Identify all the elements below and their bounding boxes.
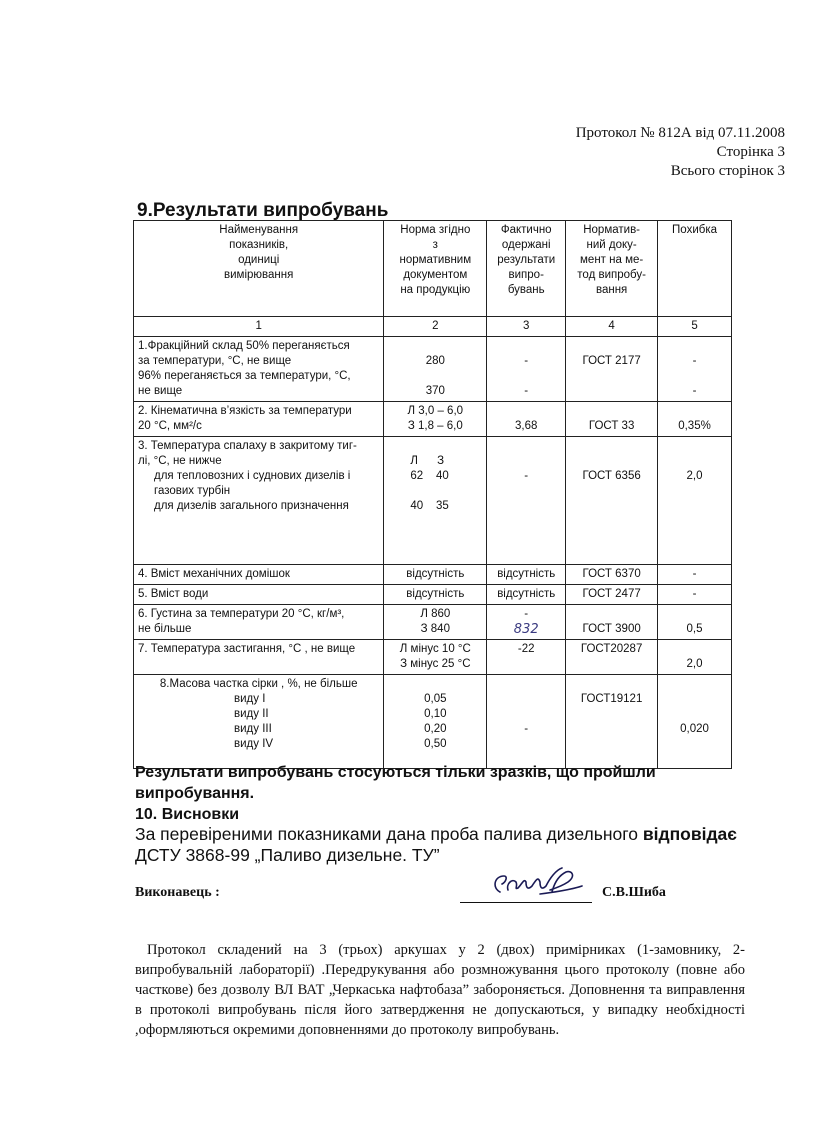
row-norm: відсутність (384, 565, 487, 585)
row-method: ГОСТ20287 (566, 640, 658, 675)
norm-value: Л мінус 10 °С (399, 643, 471, 655)
row-norm: відсутність (384, 585, 487, 605)
protocol-header (576, 124, 785, 181)
row-method: ГОСТ 33 (566, 402, 658, 437)
executor-name: С.В.Шиба (602, 885, 666, 900)
column-number-row (134, 317, 732, 337)
header-text: результати (497, 254, 556, 266)
conclusions-text-start: За перевіреними показниками дана проба палива дизельного (135, 824, 638, 844)
table-row (134, 437, 732, 565)
row-name-line: газових турбін (154, 485, 231, 497)
table-row (134, 337, 732, 402)
page-number: Сторінка 3 (716, 144, 785, 160)
norm-value: 280 (425, 355, 445, 367)
row-name (134, 605, 384, 640)
norm-value: 0,05 (424, 693, 447, 705)
conclusions-text (135, 824, 745, 866)
error-value: 0,020 (680, 723, 709, 735)
row-fact: відсутність (487, 565, 566, 585)
row-method (566, 675, 658, 769)
header-text: вимірювання (224, 269, 294, 281)
row-name-line: виду ІІІ (234, 723, 272, 735)
row-fact (487, 675, 566, 769)
header-text: Норма згідно (400, 224, 471, 236)
error-value: 2,0 (686, 470, 703, 482)
row-norm (384, 437, 487, 565)
norm-value: З 1,8 – 6,0 (407, 420, 463, 432)
row-name-line: 1.Фракційний склад 50% переганяється (138, 340, 350, 352)
row-fact (487, 605, 566, 640)
executor-label: Виконавець : (135, 885, 220, 900)
row-method (566, 437, 658, 565)
row-error: 0,35% (658, 402, 732, 437)
column-number: 3 (487, 317, 566, 337)
row-name-line: 20 °С, мм²/с (138, 420, 202, 432)
header-text: Норматив- (583, 224, 641, 236)
header-text: документом (403, 269, 468, 281)
row-norm (384, 605, 487, 640)
norm-head: Л З (410, 455, 445, 467)
fact-value: - (524, 608, 529, 620)
row-error (658, 437, 732, 565)
row-name-line: 8.Масова частка сірки , %, не більше (159, 678, 358, 690)
row-error: 2,0 (658, 640, 732, 675)
header-text: Найменування (219, 224, 299, 236)
row-name (134, 675, 384, 769)
row-name-line: за температури, °С, не вище (138, 355, 292, 367)
conclusions-standard: ДСТУ 3868-99 „Паливо дизельне. ТУ” (135, 845, 440, 865)
header-text: тод випробу- (577, 269, 646, 281)
row-method: ГОСТ 6370 (566, 565, 658, 585)
header-cell-method (566, 221, 658, 317)
row-name-line: лі, °С, не нижче (138, 455, 222, 467)
section-title: 9.Результати випробувань (137, 200, 389, 221)
method-value: ГОСТ 6356 (582, 470, 641, 482)
row-name-line: виду ІV (234, 738, 274, 750)
row-name-line: для тепловозних і суднових дизелів і (154, 470, 351, 482)
method-value: ГОСТ19121 (580, 693, 643, 705)
row-error (658, 337, 732, 402)
handwritten-density: 832 (513, 622, 539, 637)
results-note: Результати випробувань стосуються тільки зразків, що пройшли випробування. (135, 764, 656, 802)
conclusions-verdict: відповідає (642, 824, 737, 844)
row-name-line: виду ІІ (234, 708, 269, 720)
table-row (134, 640, 732, 675)
row-fact: відсутність (487, 585, 566, 605)
row-fact: -22 (487, 640, 566, 675)
header-cell-fact (487, 221, 566, 317)
table-header-row (134, 221, 732, 317)
row-name-line: 96% переганяється за температури, °С, (138, 370, 351, 382)
signature-icon (486, 862, 586, 906)
header-text: на продукцію (400, 284, 471, 296)
row-name: 4. Вміст механічних домішок (134, 565, 384, 585)
header-text: бувань (507, 284, 545, 296)
row-norm (384, 402, 487, 437)
table-row (134, 565, 732, 585)
row-method: ГОСТ 3900 (566, 605, 658, 640)
row-error: - (658, 565, 732, 585)
norm-value: 40 35 (410, 500, 449, 512)
row-norm (384, 337, 487, 402)
table-row (134, 585, 732, 605)
row-name (134, 337, 384, 402)
row-error: - (658, 585, 732, 605)
norm-value: 0,50 (424, 738, 447, 750)
row-name-line: для дизелів загального призначення (154, 500, 349, 512)
conclusions-title: 10. Висновки (135, 806, 240, 823)
error-value: - (692, 385, 697, 397)
method-value: ГОСТ 2177 (582, 355, 641, 367)
norm-value: З 840 (420, 623, 450, 635)
footer-text: Протокол складений на 3 (трьох) аркушах у 2 (двох) примірниках (1-замовнику, 2-випробувальній лабораторії) .Передрукування або розмножування цього протоколу (повне або часткове) без дозволу ВЛ ВАТ „Черкаська нафтобаза” забороняється. Доповнення та виправлення в протоколі випробувань після його затвердження не допускаються, у випадку необхідності ,оформляються окремими доповненнями до протоколу випробувань. (135, 942, 745, 1038)
table-row (134, 675, 732, 769)
column-number: 4 (566, 317, 658, 337)
fact-value: - (524, 355, 529, 367)
row-name-line: виду І (234, 693, 266, 705)
row-method (566, 337, 658, 402)
header-text: з (432, 239, 438, 251)
table-row (134, 402, 732, 437)
row-name: 7. Температура застигання, °С , не вище (134, 640, 384, 675)
row-name: 5. Вміст води (134, 585, 384, 605)
protocol-number: Протокол № 812А від 07.11.2008 (575, 125, 785, 141)
header-text: ний доку- (586, 239, 637, 251)
results-table (133, 220, 732, 769)
norm-value: 0,10 (424, 708, 447, 720)
fact-value: - (524, 723, 529, 735)
fact-value: - (524, 385, 529, 397)
column-number: 1 (134, 317, 384, 337)
row-norm (384, 640, 487, 675)
table-row (134, 605, 732, 640)
header-cell-norm (384, 221, 487, 317)
header-cell-error: Похибка (658, 221, 732, 317)
fact-value: - (524, 470, 529, 482)
header-text: одиниці (238, 254, 280, 266)
row-name-line: 2. Кінематична в’язкість за температури (138, 405, 352, 417)
norm-value: 62 40 (410, 470, 449, 482)
error-value: - (692, 355, 697, 367)
signature-line (460, 902, 592, 903)
protocol-footer (135, 940, 745, 1040)
header-text: нормативним (399, 254, 472, 266)
row-fact (487, 337, 566, 402)
header-text: вання (595, 284, 628, 296)
norm-value: Л 860 (420, 608, 451, 620)
column-number: 5 (658, 317, 732, 337)
page-total: Всього сторінок 3 (670, 163, 785, 179)
row-name (134, 437, 384, 565)
row-name-line: 6. Густина за температури 20 °С, кг/м³, (138, 608, 345, 620)
row-error: 0,5 (658, 605, 732, 640)
header-text: мент на ме- (580, 254, 644, 266)
header-cell-name (134, 221, 384, 317)
row-fact: 3,68 (487, 402, 566, 437)
row-name-line: 3. Температура спалаху в закритому тиг- (138, 440, 357, 452)
row-name-line: не більше (138, 623, 192, 635)
norm-value: 0,20 (424, 723, 447, 735)
norm-value: 370 (425, 385, 445, 397)
row-error (658, 675, 732, 769)
row-norm (384, 675, 487, 769)
row-fact (487, 437, 566, 565)
header-text: показників, (229, 239, 289, 251)
header-text: випро- (508, 269, 544, 281)
header-text: Фактично (500, 224, 552, 236)
norm-value: Л 3,0 – 6,0 (407, 405, 464, 417)
row-name-line: не вище (138, 385, 183, 397)
norm-value: З мінус 25 °С (400, 658, 471, 670)
header-text: одержані (501, 239, 551, 251)
column-number: 2 (384, 317, 487, 337)
row-method: ГОСТ 2477 (566, 585, 658, 605)
row-name (134, 402, 384, 437)
